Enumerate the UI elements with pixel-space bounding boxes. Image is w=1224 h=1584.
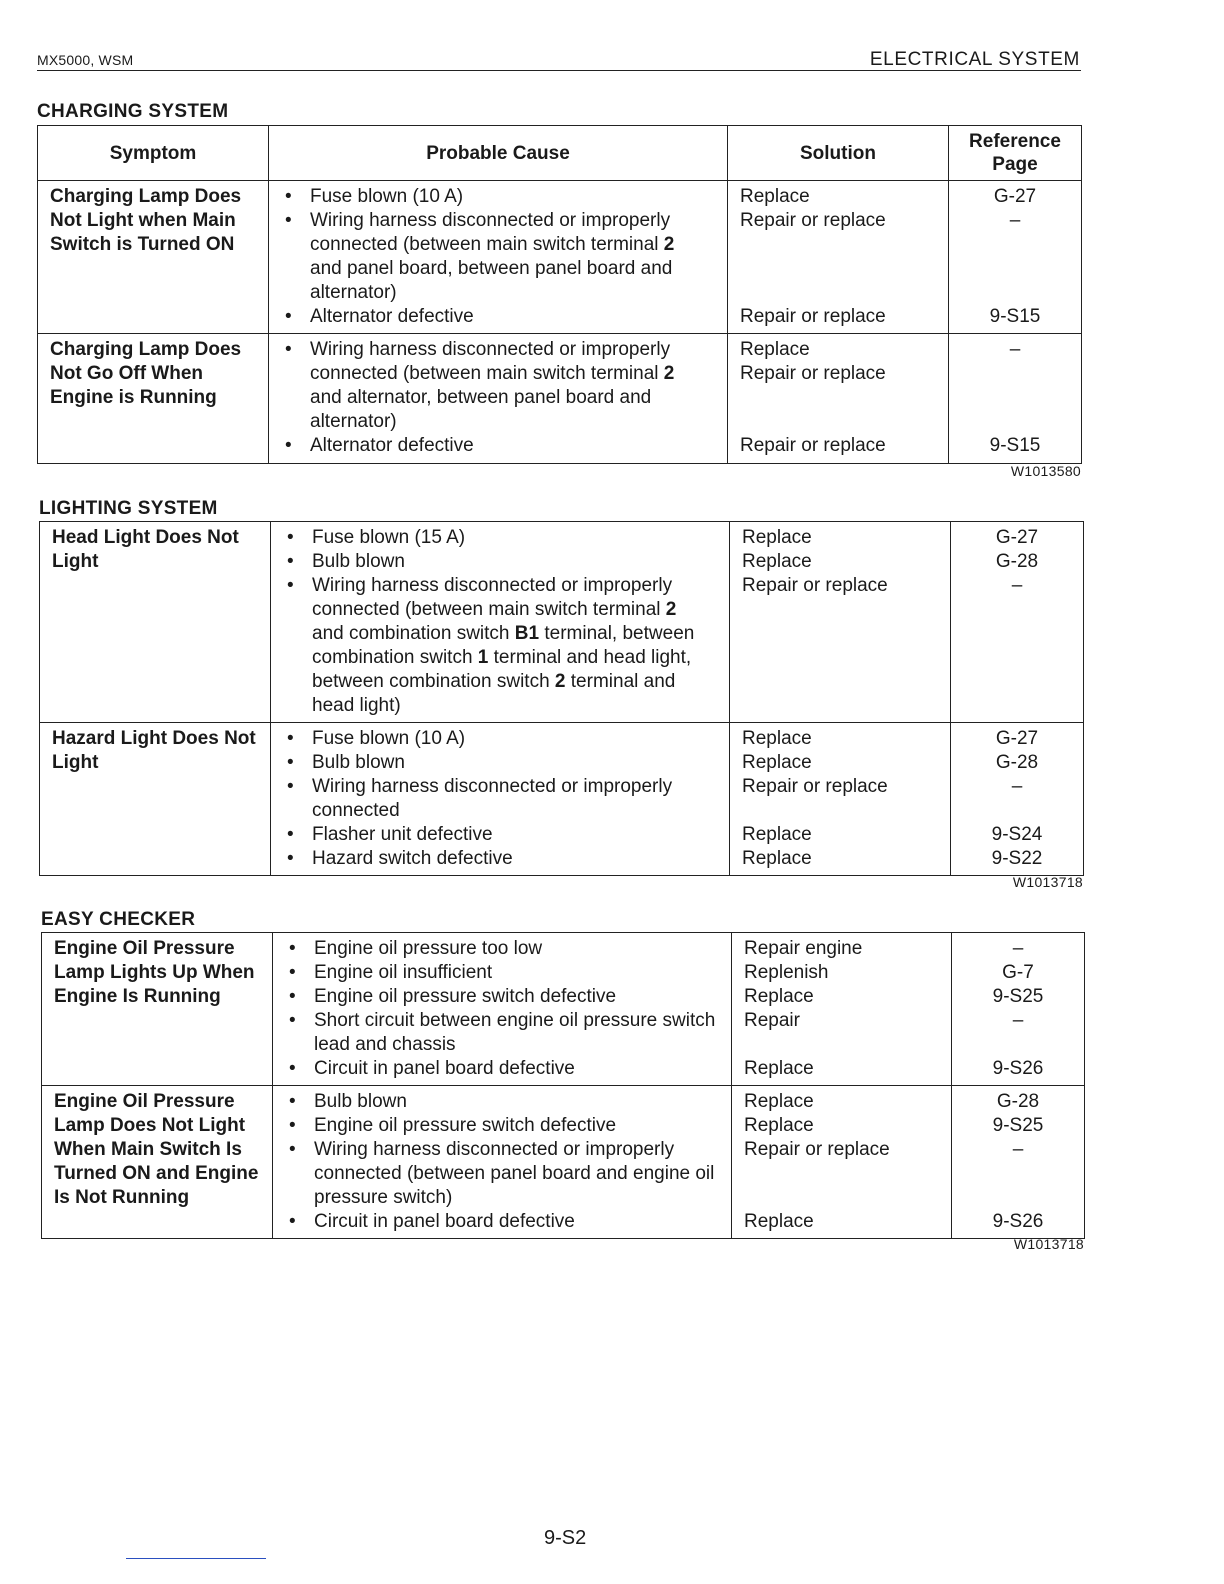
reference-cell: – G-7 9-S25 – 9-S26 xyxy=(952,933,1085,1086)
solution-cell: Replace Replace Repair or replace Replace Replace xyxy=(730,723,951,876)
cause-item: • Bulb blown xyxy=(285,751,723,775)
easy-checker-table xyxy=(41,932,1085,1239)
cause-item: • Fuse blown (10 A) xyxy=(283,185,721,209)
symptom-cell: Charging Lamp Does Not Light when Main Switch is Turned ON xyxy=(38,181,269,334)
document-code: W1013718 xyxy=(1013,1236,1084,1252)
symptom-cell: Engine Oil Pressure Lamp Lights Up When Engine Is Running xyxy=(42,933,273,1086)
cause-item: • Alternator defective xyxy=(283,434,721,458)
header-divider xyxy=(37,70,1081,71)
cause-item: • Wiring harness disconnected or improperly connected xyxy=(285,775,723,823)
cause-item: • Circuit in panel board defective xyxy=(287,1210,725,1234)
symptom-cell: Head Light Does Not Light xyxy=(40,522,271,723)
cause-item: • Fuse blown (10 A) xyxy=(285,727,723,751)
solution-cell: Repair engine Replenish Replace Repair Replace xyxy=(732,933,952,1086)
solution-cell: Replace Replace Repair or replace Replace xyxy=(732,1086,952,1239)
symptom-cell: Hazard Light Does Not Light xyxy=(40,723,271,876)
charging-system-table xyxy=(37,125,1082,464)
cause-item: • Hazard switch defective xyxy=(285,847,723,871)
cause-cell xyxy=(269,181,728,334)
manual-id: MX5000, WSM xyxy=(37,52,134,68)
cause-item: • Engine oil pressure switch defective xyxy=(287,1114,725,1138)
solution-cell: Replace Repair or replace Repair or replace xyxy=(728,181,949,334)
col-header-reference: Reference Page xyxy=(949,126,1082,181)
cause-item: • Wiring harness disconnected or improperly connected (between main switch terminal 2 and combination switch B1 terminal, between combination switch 1 terminal and head light, between combination switch 2 terminal and head light) xyxy=(285,574,723,718)
cause-cell xyxy=(269,334,728,464)
solution-cell: Replace Replace Repair or replace xyxy=(730,522,951,723)
section-title-lighting-system: LIGHTING SYSTEM xyxy=(39,498,218,519)
table-row xyxy=(42,933,1085,1086)
reference-cell: G-27 G-28 – 9-S24 9-S22 xyxy=(951,723,1084,876)
reference-cell: – 9-S15 xyxy=(949,334,1082,464)
reference-cell: G-27 G-28 – xyxy=(951,522,1084,723)
cause-item: • Engine oil pressure too low xyxy=(287,937,725,961)
solution-cell: Replace Repair or replace Repair or replace xyxy=(728,334,949,464)
cause-item: • Alternator defective xyxy=(283,305,721,329)
page-number: 9-S2 xyxy=(544,1527,587,1549)
cause-item: • Wiring harness disconnected or improperly connected (between main switch terminal 2 and alternator, between panel board and alternator) xyxy=(283,338,721,434)
cause-item: • Circuit in panel board defective xyxy=(287,1057,725,1081)
table-row xyxy=(38,181,1082,334)
symptom-cell: Engine Oil Pressure Lamp Does Not Light When Main Switch Is Turned ON and Engine Is Not Running xyxy=(42,1086,273,1239)
col-header-cause: Probable Cause xyxy=(269,126,728,181)
table-row xyxy=(40,723,1084,876)
cause-item: • Wiring harness disconnected or improperly connected (between main switch terminal 2 and panel board, between panel board and alternator) xyxy=(283,209,721,305)
section-title-easy-checker: EASY CHECKER xyxy=(41,909,196,930)
table-row xyxy=(40,522,1084,723)
cause-item: • Engine oil insufficient xyxy=(287,961,725,985)
cause-item: • Short circuit between engine oil pressure switch lead and chassis xyxy=(287,1009,725,1057)
chapter-title: ELECTRICAL SYSTEM xyxy=(869,49,1080,70)
document-code: W1013718 xyxy=(1012,874,1083,890)
col-header-symptom: Symptom xyxy=(38,126,269,181)
reference-cell: G-27 – 9-S15 xyxy=(949,181,1082,334)
cause-item: • Fuse blown (15 A) xyxy=(285,526,723,550)
table-row xyxy=(42,1086,1085,1239)
cause-cell xyxy=(273,933,732,1086)
table-header-row xyxy=(38,126,1082,181)
cause-item: • Bulb blown xyxy=(285,550,723,574)
symptom-cell: Charging Lamp Does Not Go Off When Engine is Running xyxy=(38,334,269,464)
cause-item: • Flasher unit defective xyxy=(285,823,723,847)
cause-item: • Bulb blown xyxy=(287,1090,725,1114)
table-row xyxy=(38,334,1082,464)
cause-cell xyxy=(273,1086,732,1239)
lighting-system-table xyxy=(39,521,1084,876)
cause-cell xyxy=(271,522,730,723)
footer-underline xyxy=(126,1558,266,1559)
cause-item: • Engine oil pressure switch defective xyxy=(287,985,725,1009)
document-code: W1013580 xyxy=(1010,463,1081,479)
cause-cell xyxy=(271,723,730,876)
reference-cell: G-28 9-S25 – 9-S26 xyxy=(952,1086,1085,1239)
col-header-solution: Solution xyxy=(728,126,949,181)
section-title-charging-system: CHARGING SYSTEM xyxy=(37,101,229,122)
cause-item: • Wiring harness disconnected or improperly connected (between panel board and engine oil pressure switch) xyxy=(287,1138,725,1210)
